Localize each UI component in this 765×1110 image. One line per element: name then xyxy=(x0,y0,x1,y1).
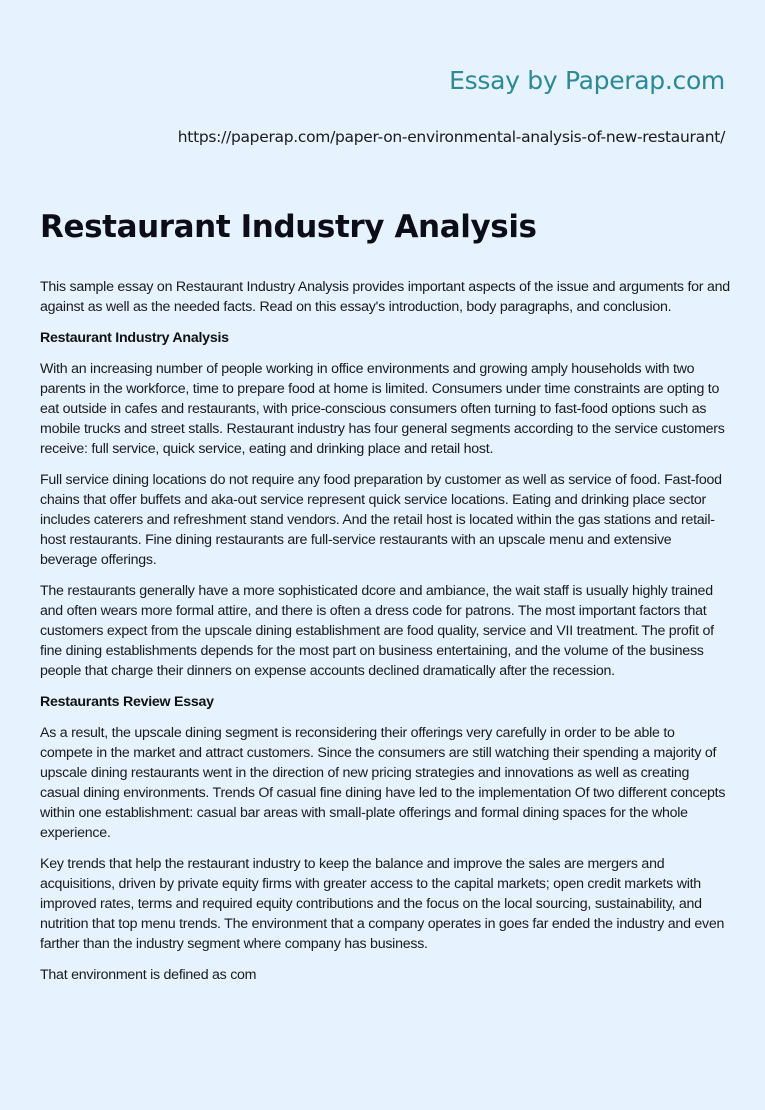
section-heading: Restaurant Industry Analysis xyxy=(40,330,229,346)
source-url[interactable]: https://paperap.com/paper-on-environmental-analysis-of-new-restaurant/ xyxy=(177,128,725,146)
paragraph: With an increasing number of people working in office environments and growing amply households with two parents in the workforce, time to prepare food at home is limited. Consumers under time constraints are opting to eat outside in cafes and restaurants, with price-conscious consumers often turning to fast-food options such as mobile trucks and street stalls. Restaurant industry has four general segments according to the service customers receive: full service, quick service, eating and drinking place and retail host. xyxy=(40,361,725,457)
brand-link[interactable]: Essay by Paperap.com xyxy=(449,66,725,95)
page-title: Restaurant Industry Analysis xyxy=(40,209,537,245)
paragraph: As a result, the upscale dining segment is reconsidering their offerings very carefully in order to be able to compete in the market and attract customers. Since the consumers are still watching their spending a majority of upscale dining restaurants went in the direction of new pricing strategies and innovations as well as creating casual dining environments. Trends Of casual fine dining have led to the implementation Of two different concepts within one establishment: casual bar areas with small-plate offerings and formal dining spaces for the whole experience. xyxy=(40,725,726,841)
intro-paragraph: This sample essay on Restaurant Industry Analysis provides important aspects of the issue and arguments for and against as well as the needed facts. Read on this essay's introduction, body paragraphs, and conclusion. xyxy=(40,279,730,315)
paragraph: The restaurants generally have a more sophisticated dcore and ambiance, the wait staff is usually highly trained and often wears more formal attire, and there is often a dress code for patrons. The most important factors that customers expect from the upscale dining establishment are food quality, service and VII treatment. The profit of fine dining establishments depends for the most part on business entertaining, and the volume of the business people that charge their dinners on expense accounts declined dramatically after the recession. xyxy=(40,583,714,679)
paragraph-truncated: That environment is defined as com xyxy=(40,967,257,983)
paragraph: Key trends that help the restaurant industry to keep the balance and improve the sales are mergers and acquisitions, driven by private equity firms with greater access to the capital markets; open credit markets with improved rates, terms and required equity contributions and the focus on the local sourcing, sustainability, and nutrition that top menu trends. The environment that a company operates in goes far ended the industry and even farther than the industry segment where company has business. xyxy=(40,856,725,952)
section-heading: Restaurants Review Essay xyxy=(40,694,214,710)
essay-body xyxy=(40,277,730,996)
paragraph: Full service dining locations do not require any food preparation by customer as well as service of food. Fast-food chains that offer buffets and aka-out service represent quick service locations. Eating and drinking place sector includes caterers and refreshment stand vendors. And the retail host is located within the gas stations and retail-host restaurants. Fine dining restaurants are full-service restaurants with an upscale menu and extensive beverage offerings. xyxy=(40,472,722,568)
